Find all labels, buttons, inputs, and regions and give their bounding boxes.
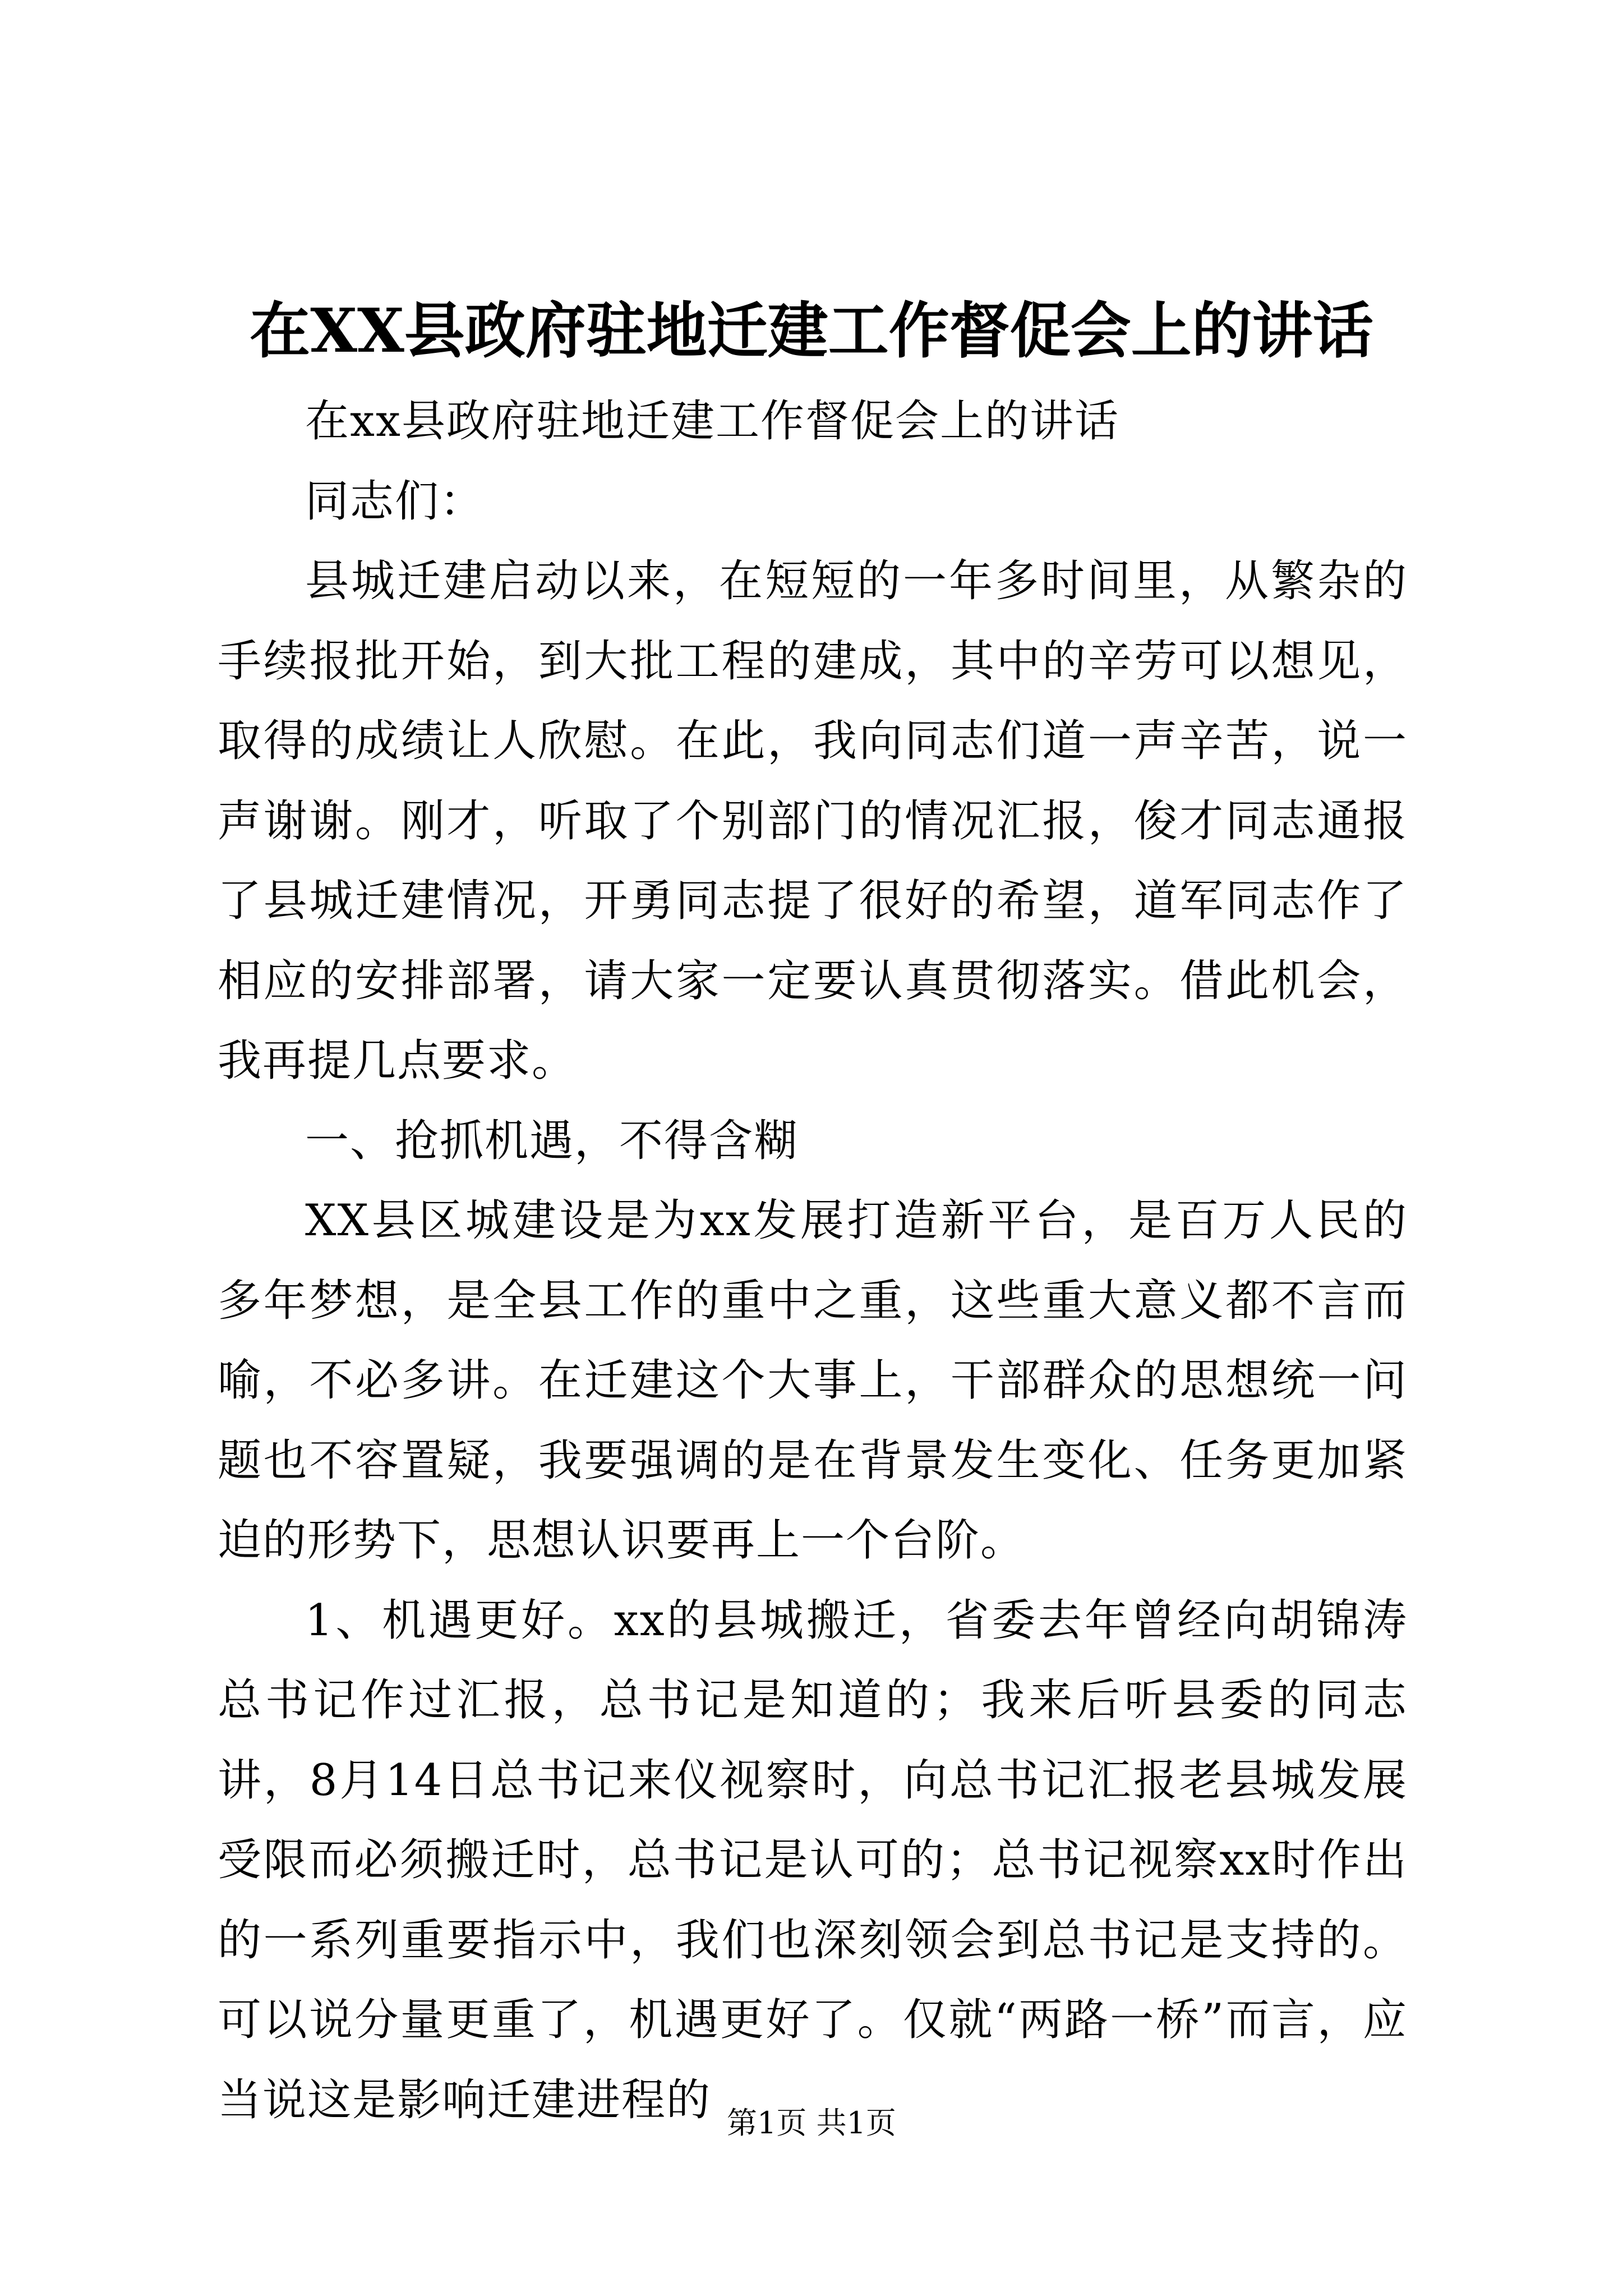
body-paragraph: 县城迁建启动以来，在短短的一年多时间里，从繁杂的手续报批开始，到大批工程的建成，其中的辛劳可以想见，取得的成绩让人欣慰。在此，我向同志们道一声辛苦，说一声谢谢。刚才，听取了个别部门的情况汇报，俊才同志通报了县城迁建情况，开勇同志提了很好的希望，道军同志作了相应的安排部署，请大家一定要认真贯彻落实。借此机会，我再提几点要求。	[218, 556, 1408, 1086]
body-paragraph: 1、机遇更好。xx的县城搬迁，省委去年曾经向胡锦涛总书记作过汇报，总书记是知道的；我来后听县委的同志讲，8月14日总书记来仪视察时，向总书记汇报老县城发展受限而必须搬迁时，总书记是认可的；总书记视察xx时作出的一系列重要指示中，我们也深刻领会到总书记是支持的。可以说分量更重了，机遇更好了。仅就“两路一桥”而言，应当说这是影响迁建进程的	[218, 1595, 1408, 2125]
subtitle-paragraph: 在xx县政府驻地迁建工作督促会上的讲话	[305, 396, 1119, 447]
document-body	[218, 381, 1408, 2140]
body-paragraph: XX县区城建设是为xx发展打造新平台，是百万人民的多年梦想，是全县工作的重中之重，这些重大意义都不言而喻，不必多讲。在迁建这个大事上，干部群众的思想统一问题也不容置疑，我要强调的是在背景发生变化、任务更加紧迫的形势下，思想认识要再上一个台阶。	[218, 1195, 1408, 1566]
document-title: 在XX县政府驻地迁建工作督促会上的讲话	[250, 296, 1373, 366]
section-heading: 一、抢抓机遇，不得含糊	[305, 1115, 799, 1166]
page-number-footer: 第1页 共1页	[727, 2105, 896, 2141]
salutation-paragraph: 同志们：	[305, 476, 485, 527]
